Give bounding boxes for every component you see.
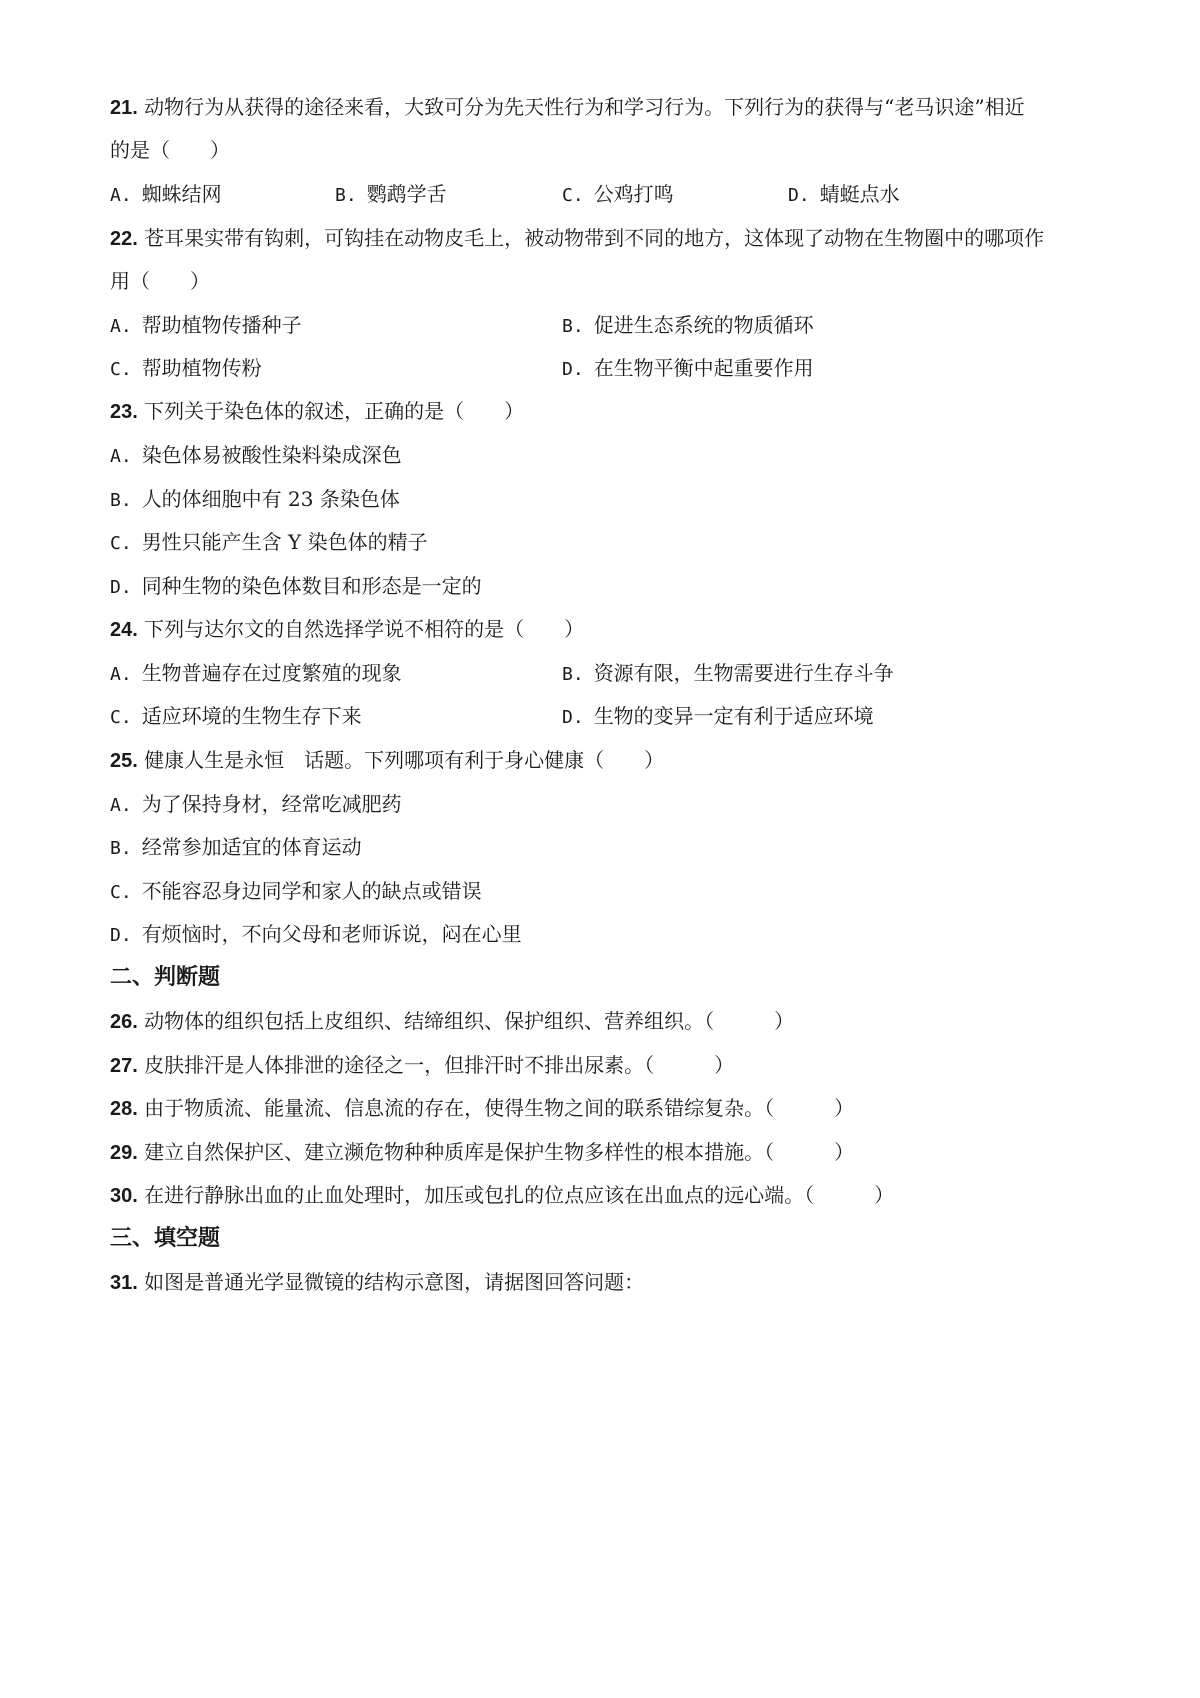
option-c: C. 不能容忍身边同学和家人的缺点或错误 [110, 879, 482, 903]
question-number: 31. [110, 1272, 138, 1294]
option-a: A. 生物普遍存在过度繁殖的现象 [110, 661, 402, 685]
option-a: A. 染色体易被酸性染料染成深色 [110, 443, 402, 467]
question-number: 21. [110, 97, 138, 119]
option-c: C. 公鸡打鸣 [562, 182, 674, 206]
question-text: 建立自然保护区、建立濒危物种种质库是保护生物多样性的根本措施。（ ） [144, 1140, 855, 1164]
question-number: 23. [110, 401, 138, 423]
question-number: 27. [110, 1055, 138, 1077]
question-23-line1 [110, 399, 524, 423]
option-d: D. 在生物平衡中起重要作用 [562, 356, 814, 380]
option-d: D. 蜻蜓点水 [788, 182, 900, 206]
option-d: D. 同种生物的染色体数目和形态是一定的 [110, 574, 482, 598]
question-24-line1 [110, 617, 584, 641]
option-b: B. 人的体细胞中有 23 条染色体 [110, 487, 400, 511]
question-31 [110, 1270, 644, 1294]
option-c: C. 男性只能产生含 Y 染色体的精子 [110, 530, 428, 554]
question-text: 健康人生是永恒 话题。下列哪项有利于身心健康（ ） [144, 748, 665, 772]
option-d: D. 有烦恼时，不向父母和老师诉说，闷在心里 [110, 922, 522, 946]
question-26 [110, 1009, 794, 1033]
question-number: 24. [110, 619, 138, 641]
question-number: 29. [110, 1142, 138, 1164]
question-text: 皮肤排汗是人体排泄的途径之一，但排汗时不排出尿素。（ ） [144, 1053, 735, 1077]
option-b: B. 鹦鹉学舌 [335, 182, 447, 206]
question-number: 22. [110, 228, 138, 250]
question-number: 28. [110, 1098, 138, 1120]
question-number: 26. [110, 1011, 138, 1033]
option-b: B. 经常参加适宜的体育运动 [110, 835, 362, 859]
option-b: B. 促进生态系统的物质循环 [562, 313, 814, 337]
question-number: 25. [110, 750, 138, 772]
option-a: A. 为了保持身材，经常吃减肥药 [110, 792, 402, 816]
question-21-line2: 的是（ ） [110, 138, 230, 162]
option-c: C. 适应环境的生物生存下来 [110, 704, 362, 728]
question-27 [110, 1053, 734, 1077]
question-text: 下列与达尔文的自然选择学说不相符的是（ ） [144, 617, 585, 641]
question-22-line1 [110, 226, 1044, 250]
question-30 [110, 1183, 894, 1207]
question-text: 下列关于染色体的叙述，正确的是（ ） [144, 399, 525, 423]
question-text: 在进行静脉出血的止血处理时，加压或包扎的位点应该在出血点的远心端。（ ） [144, 1183, 895, 1207]
question-text: 苍耳果实带有钩刺，可钩挂在动物皮毛上，被动物带到不同的地方，这体现了动物在生物圈中的哪项作 [144, 226, 1045, 250]
question-25-line1 [110, 748, 664, 772]
option-c: C. 帮助植物传粉 [110, 356, 262, 380]
option-a: A. 帮助植物传播种子 [110, 313, 302, 337]
question-22-line2: 用（ ） [110, 269, 210, 293]
question-text: 如图是普通光学显微镜的结构示意图，请据图回答问题： [144, 1270, 645, 1294]
section-heading-fill-in: 三、填空题 [110, 1226, 221, 1251]
question-29 [110, 1140, 854, 1164]
option-a: A. 蜘蛛结网 [110, 182, 222, 206]
question-28 [110, 1096, 854, 1120]
question-text: 动物体的组织包括上皮组织、结缔组织、保护组织、营养组织。（ ） [144, 1009, 795, 1033]
section-heading-true-false: 二、判断题 [110, 965, 221, 990]
option-b: B. 资源有限，生物需要进行生存斗争 [562, 661, 894, 685]
question-text: 动物行为从获得的途径来看，大致可分为先天性行为和学习行为。下列行为的获得与“老马识途”相近 [144, 95, 1025, 119]
question-21-line1 [110, 95, 1025, 119]
question-text: 由于物质流、能量流、信息流的存在，使得生物之间的联系错综复杂。（ ） [144, 1096, 855, 1120]
option-d: D. 生物的变异一定有利于适应环境 [562, 704, 874, 728]
question-number: 30. [110, 1185, 138, 1207]
